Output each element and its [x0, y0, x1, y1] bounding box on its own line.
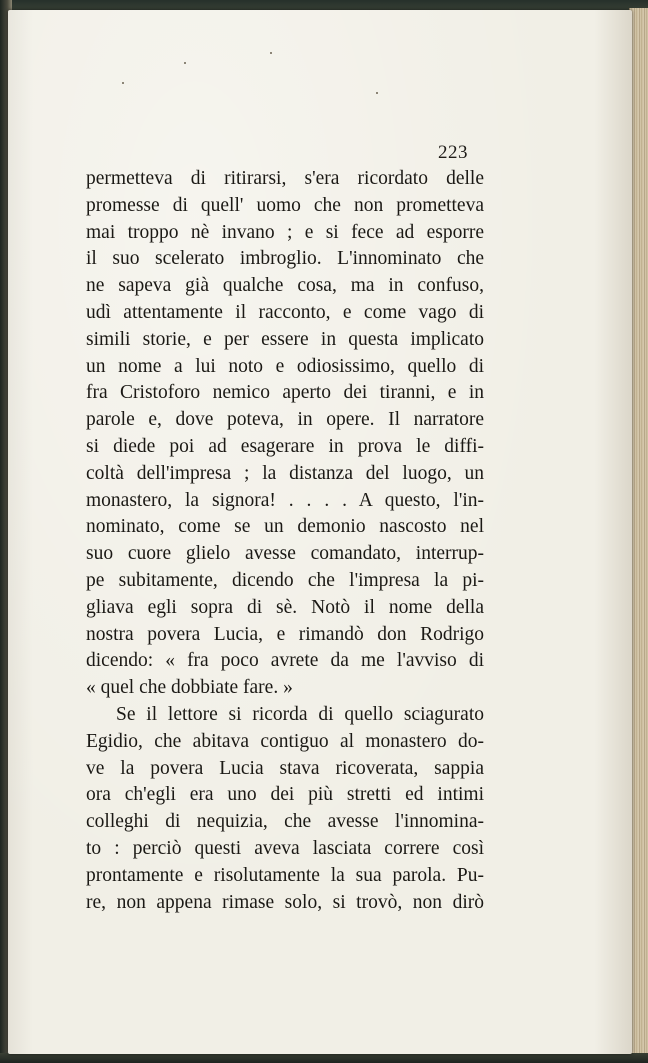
text-line: il suo scelerato imbroglio. L'innominato che [86, 248, 484, 270]
text-line: gliava egli sopra di sè. Notò il nome della [86, 596, 484, 618]
text-line: Egidio, che abitava contiguo al monastero do- [86, 730, 484, 752]
text-line: fra Cristoforo nemico aperto dei tiranni, e in [86, 382, 484, 404]
text-line: re, non appena rimase solo, si trovò, non dirò [86, 891, 484, 913]
text-line: monastero, la signora! . . . . A questo, l'in- [86, 489, 484, 511]
text-line: un nome a lui noto e odiosissimo, quello di [86, 355, 484, 377]
body-text [86, 166, 484, 916]
paper-speck [184, 62, 186, 64]
text-line: colleghi di nequizia, che avesse l'innomina- [86, 811, 484, 833]
text-line: « quel che dobbiate fare. » [86, 677, 293, 699]
text-line: pe subitamente, dicendo che l'impresa la pi- [86, 569, 484, 591]
paragraph-1 [86, 166, 484, 702]
text-line: nostra povera Lucia, e rimandò don Rodrigo [86, 623, 484, 645]
text-line: Se il lettore si ricorda di quello sciagurato [116, 703, 484, 725]
text-line: to : perciò questi aveva lasciata correre così [86, 837, 484, 859]
paper-speck [376, 92, 378, 94]
text-line: parole e, dove poteva, in opere. Il narratore [86, 409, 484, 431]
text-line: simili storie, e per essere in questa implicato [86, 328, 484, 350]
paper-speck [122, 82, 124, 84]
text-line: mai troppo nè invano ; e si fece ad esporre [86, 221, 484, 243]
text-line: ne sapeva già qualche cosa, ma in confuso, [86, 275, 484, 297]
text-line: si diede poi ad esagerare in prova le diffi- [86, 435, 484, 457]
text-line: ora ch'egli era uno dei più stretti ed intimi [86, 784, 484, 806]
scan-background-bottom [0, 1053, 648, 1063]
text-line: promesse di quell' uomo che non prometteva [86, 194, 484, 216]
text-line: nominato, come se un demonio nascosto nel [86, 516, 484, 538]
text-line: suo cuore glielo avesse comandato, interrup- [86, 543, 484, 565]
text-line: udì attentamente il racconto, e come vago di [86, 301, 484, 323]
page-number: 223 [438, 142, 468, 163]
paper-speck [270, 52, 272, 54]
text-line: dicendo: « fra poco avrete da me l'avviso di [86, 650, 484, 672]
text-line: ve la povera Lucia stava ricoverata, sappia [86, 757, 484, 779]
paragraph-2 [86, 702, 484, 916]
text-line: coltà dell'impresa ; la distanza del luogo, un [86, 462, 484, 484]
text-line: permetteva di ritirarsi, s'era ricordato delle [86, 168, 484, 189]
text-line: prontamente e risolutamente la sua parola. Pu- [86, 864, 484, 886]
